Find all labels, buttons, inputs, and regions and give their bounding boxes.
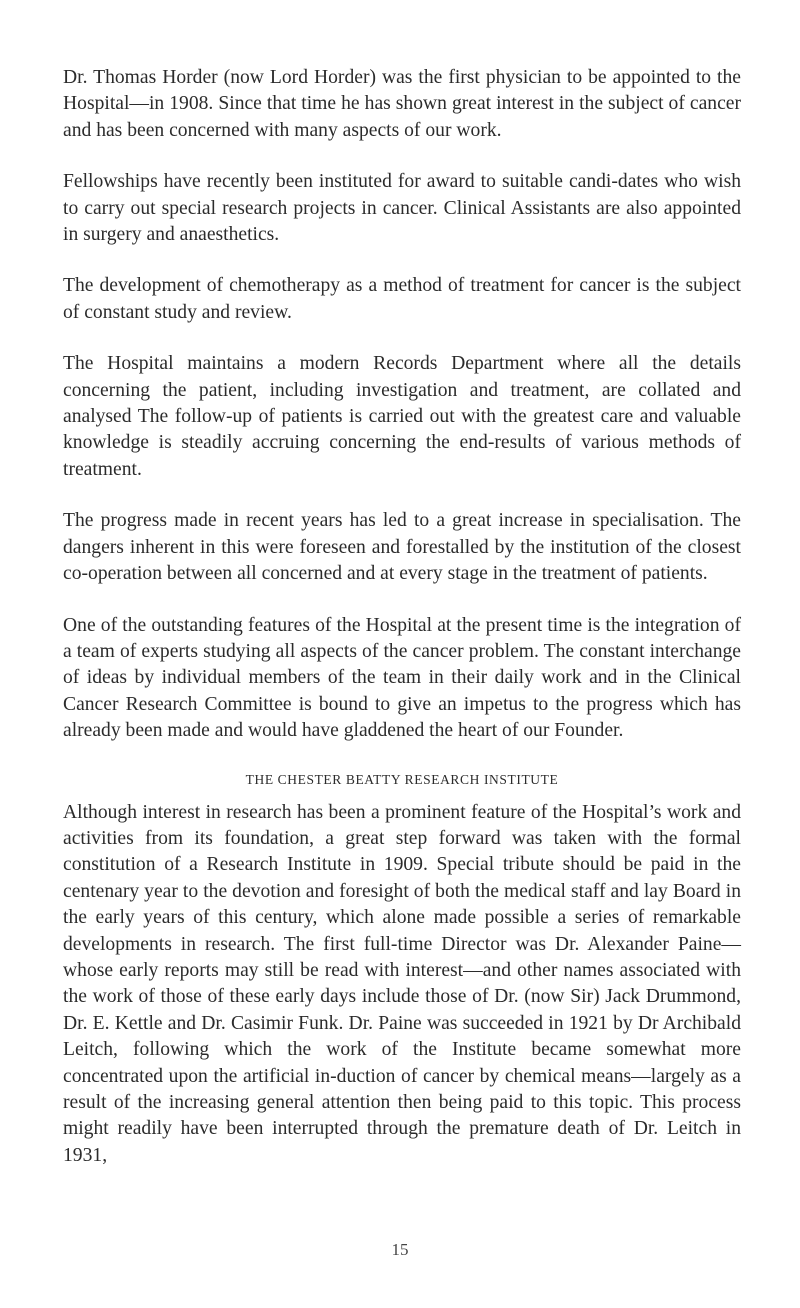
paragraph-chemotherapy: The development of chemotherapy as a method of treatment for cancer is the subject of constant study and review.: [63, 275, 741, 323]
paragraph-research-institute: Although interest in research has been a prominent feature of the Hospital’s work and activities from its foundation, a great step forward was taken with the formal constitution of a Research Institute in 1909. Special tribute should be paid in the centenary year to the devotion and foresight of both the medical staff and lay Board in the early years of this century, which alone made possible a series of remarkable developments in research. The first full-time Director was Dr. Alexander Paine—whose early reports may still be read with interest—and other names associated with the work of those of these early days include those of Dr. (now Sir) Jack Drummond, Dr. E. Kettle and Dr. Casimir Funk. Dr. Paine was succeeded in 1921 by Dr Archibald Leitch, following which the work of the Institute became somewhat more concentrated upon the artificial in-duction of cancer by chemical means—largely as a result of the increasing general attention then being paid to this topic. This process might readily have been interrupted through the premature death of Dr. Leitch in 1931,: [63, 801, 741, 1166]
document-page: [63, 65, 741, 1194]
paragraph-specialisation: The progress made in recent years has led to a great increase in specialisation. The dangers inherent in this were foreseen and forestalled by the institution of the closest co-operation between all concerned and at every stage in the treatment of patients.: [63, 510, 741, 585]
section-heading: THE CHESTER BEATTY RESEARCH INSTITUTE: [245, 771, 559, 787]
paragraph-records-department: The Hospital maintains a modern Records Department where all the details concerning the patient, including investigation and treatment, are collated and analysed The follow-up of patients is carried out with the greatest care and valuable knowledge is steadily accruing concerning the end-results of various methods of treatment.: [63, 353, 741, 480]
paragraph-team-integration: One of the outstanding features of the Hospital at the present time is the integration of a team of experts studying all aspects of the cancer problem. The constant interchange of ideas by individual members of the team in their daily work and in the Clinical Cancer Research Committee is bound to give an impetus to the progress which has already been made and would have gladdened the heart of our Founder.: [63, 614, 741, 742]
paragraph-horder: Dr. Thomas Horder (now Lord Horder) was the first physician to be appointed to the Hospital—in 1908. Since that time he has shown great interest in the subject of cancer and has been concerned with many aspects of our work.: [63, 67, 741, 141]
paragraph-fellowships: Fellowships have recently been instituted for award to suitable candi-dates who wish to carry out special research projects in cancer. Clinical Assistants are also appointed in surgery and anaesthetics.: [63, 171, 741, 246]
page-number: 15: [391, 1240, 409, 1259]
